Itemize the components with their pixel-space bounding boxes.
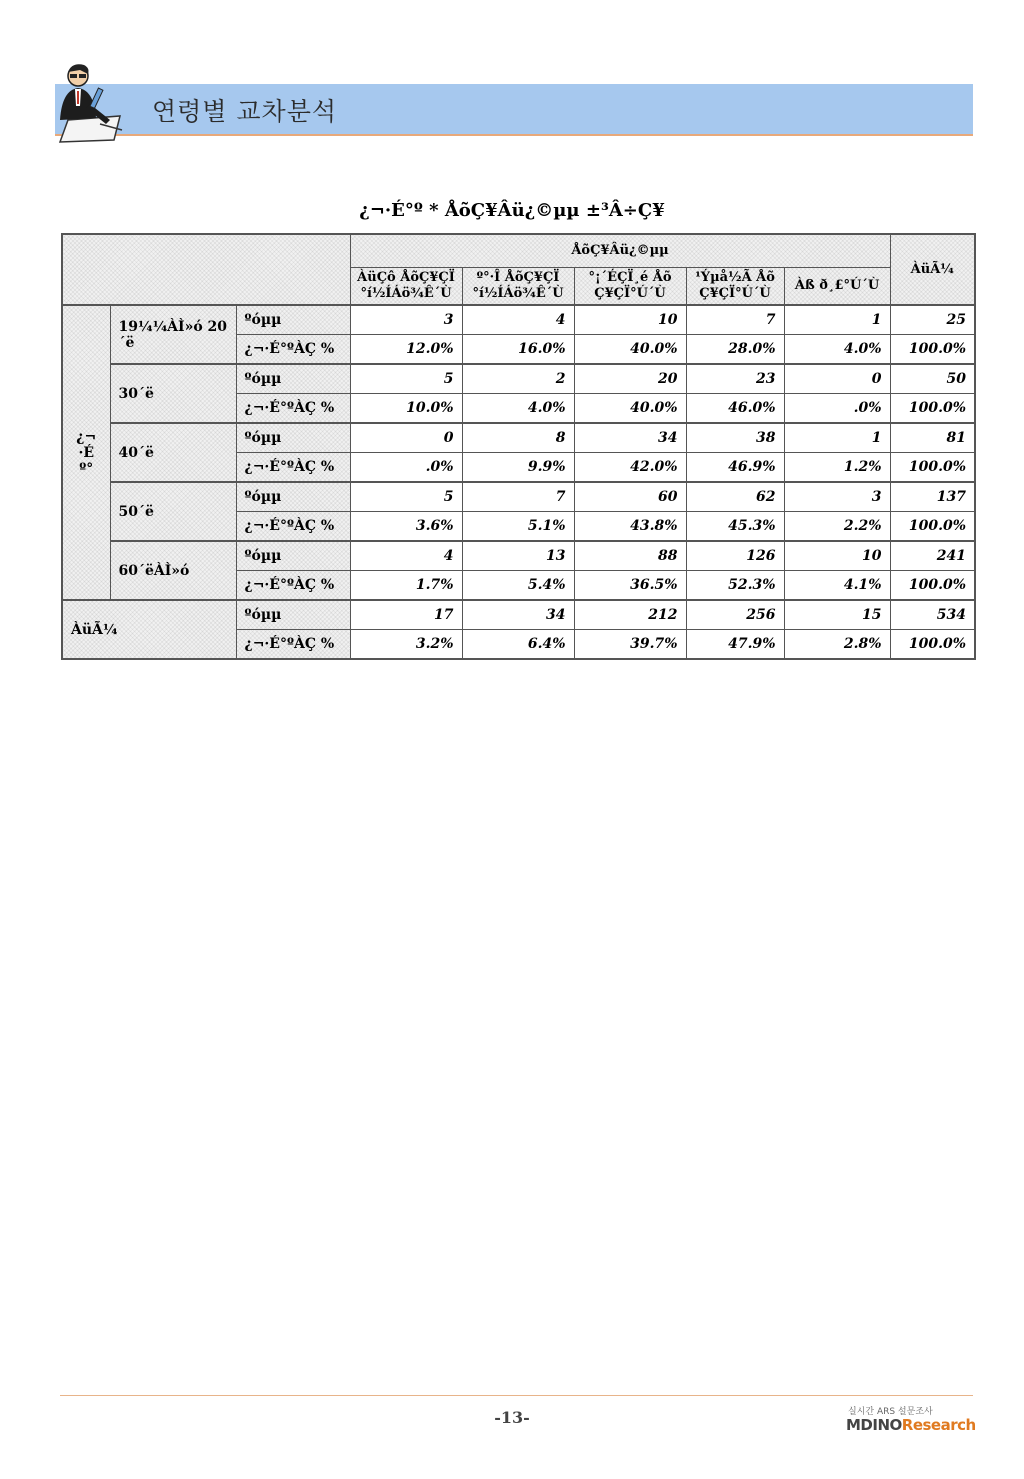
brand-tagline: 실시간 ARS 설문조사 — [848, 1407, 933, 1417]
brand-logo — [846, 1416, 976, 1434]
table-row — [62, 482, 975, 512]
cell-value: 39.7% — [574, 630, 686, 660]
table-row — [62, 541, 975, 571]
cell-value: 10 — [784, 541, 890, 571]
cell-value: 100.0% — [890, 453, 975, 483]
cell-value: 46.9% — [686, 453, 784, 483]
cell-value: 4.0% — [462, 394, 574, 424]
cell-value: 5.4% — [462, 571, 574, 601]
cell-value: 62 — [686, 482, 784, 512]
header-corner — [62, 234, 350, 305]
cell-value: 20 — [574, 364, 686, 394]
stat-label: ºóµµ — [236, 541, 350, 571]
cell-value: 16.0% — [462, 335, 574, 365]
cell-value: 40.0% — [574, 394, 686, 424]
cell-value: 241 — [890, 541, 975, 571]
cell-value: 88 — [574, 541, 686, 571]
cell-value: 100.0% — [890, 335, 975, 365]
cell-value: 5 — [350, 364, 462, 394]
stat-label: ºóµµ — [236, 600, 350, 630]
cell-value: 2.8% — [784, 630, 890, 660]
crosstab-table — [61, 233, 976, 660]
cell-value: 3.2% — [350, 630, 462, 660]
cell-value: 12.0% — [350, 335, 462, 365]
cell-value: 81 — [890, 423, 975, 453]
row-group-label: 40´ë — [110, 423, 236, 482]
cell-value: 23 — [686, 364, 784, 394]
row-group-label: 50´ë — [110, 482, 236, 541]
cell-value: 13 — [462, 541, 574, 571]
cell-value: 7 — [686, 305, 784, 335]
cell-value: 100.0% — [890, 571, 975, 601]
cell-value: 15 — [784, 600, 890, 630]
stat-label: ºóµµ — [236, 482, 350, 512]
cell-value: 212 — [574, 600, 686, 630]
cell-value: 7 — [462, 482, 574, 512]
table-row — [62, 423, 975, 453]
cell-value: .0% — [784, 394, 890, 424]
cell-value: 3 — [350, 305, 462, 335]
cell-value: 100.0% — [890, 394, 975, 424]
stat-label: ºóµµ — [236, 364, 350, 394]
cell-value: 42.0% — [574, 453, 686, 483]
cell-value: 4 — [462, 305, 574, 335]
cell-value: 34 — [574, 423, 686, 453]
cell-value: 4.1% — [784, 571, 890, 601]
cell-value: 4.0% — [784, 335, 890, 365]
column-header: ¹Ýµå½Ã Åõ Ç¥ÇÏ°Ú´Ù — [686, 268, 784, 306]
cell-value: 0 — [350, 423, 462, 453]
cell-value: 25 — [890, 305, 975, 335]
cell-value: 100.0% — [890, 630, 975, 660]
page-number: -13- — [494, 1408, 530, 1427]
cell-value: 126 — [686, 541, 784, 571]
row-variable-label: ¿¬ ·É º° — [62, 305, 110, 600]
header-row-1 — [62, 234, 975, 268]
cell-value: 3.6% — [350, 512, 462, 542]
cell-value: .0% — [350, 453, 462, 483]
cell-value: 5 — [350, 482, 462, 512]
cell-value: 10.0% — [350, 394, 462, 424]
cell-value: 1 — [784, 423, 890, 453]
cell-value: 46.0% — [686, 394, 784, 424]
cell-value: 4 — [350, 541, 462, 571]
cell-value: 38 — [686, 423, 784, 453]
cell-value: 2 — [462, 364, 574, 394]
table-title: ¿¬·É°º * ÅõÇ¥Âü¿©µµ ±³Â÷Ç¥ — [359, 200, 665, 221]
cell-value: 1 — [784, 305, 890, 335]
stat-label: ¿¬·É°ºÀÇ % — [236, 453, 350, 483]
cell-value: 60 — [574, 482, 686, 512]
cell-value: 100.0% — [890, 512, 975, 542]
table-row — [62, 364, 975, 394]
brand-name-accent: Research — [901, 1416, 976, 1434]
cell-value: 2.2% — [784, 512, 890, 542]
cell-value: 40.0% — [574, 335, 686, 365]
cell-value: 3 — [784, 482, 890, 512]
cell-value: 5.1% — [462, 512, 574, 542]
cell-value: 45.3% — [686, 512, 784, 542]
cell-value: 8 — [462, 423, 574, 453]
cell-value: 17 — [350, 600, 462, 630]
stat-label: ¿¬·É°ºÀÇ % — [236, 630, 350, 660]
cell-value: 10 — [574, 305, 686, 335]
cell-value: 9.9% — [462, 453, 574, 483]
column-group-header: ÅõÇ¥Âü¿©µµ — [350, 234, 890, 268]
total-row-label: ÀüÃ¼ — [62, 600, 236, 659]
cell-value: 137 — [890, 482, 975, 512]
cell-value: 34 — [462, 600, 574, 630]
cell-value: 50 — [890, 364, 975, 394]
row-group-label: 60´ëÀÌ»ó — [110, 541, 236, 600]
businessman-writing-icon — [50, 60, 130, 144]
cell-value: 534 — [890, 600, 975, 630]
stat-label: ¿¬·É°ºÀÇ % — [236, 571, 350, 601]
page-title: 연령별 교차분석 — [152, 97, 337, 126]
stat-label: ¿¬·É°ºÀÇ % — [236, 394, 350, 424]
cell-value: 6.4% — [462, 630, 574, 660]
column-header: °¡´ÉÇÏ¸é Åõ Ç¥ÇÏ°Ú´Ù — [574, 268, 686, 306]
cell-value: 256 — [686, 600, 784, 630]
cell-value: 47.9% — [686, 630, 784, 660]
cell-value: 1.7% — [350, 571, 462, 601]
stat-label: ºóµµ — [236, 305, 350, 335]
stat-label: ¿¬·É°ºÀÇ % — [236, 335, 350, 365]
column-header: ÀüÇô ÅõÇ¥ÇÏ °í½ÍÁö¾Ê´Ù — [350, 268, 462, 306]
total-column-header: ÀüÃ¼ — [890, 234, 975, 305]
cell-value: 36.5% — [574, 571, 686, 601]
cell-value: 52.3% — [686, 571, 784, 601]
cell-value: 43.8% — [574, 512, 686, 542]
brand-name-part: MDINO — [846, 1416, 902, 1434]
footer-divider — [60, 1395, 973, 1396]
row-group-label: 30´ë — [110, 364, 236, 423]
row-group-label: 19¼¼ÀÌ»ó 20´ë — [110, 305, 236, 364]
stat-label: ºóµµ — [236, 423, 350, 453]
column-header: Àß ð¸£°Ú´Ù — [784, 268, 890, 306]
column-header: º°·Î ÅõÇ¥ÇÏ °í½ÍÁö¾Ê´Ù — [462, 268, 574, 306]
table-row — [62, 305, 975, 335]
cell-value: 1.2% — [784, 453, 890, 483]
cell-value: 28.0% — [686, 335, 784, 365]
table-row — [62, 600, 975, 630]
stat-label: ¿¬·É°ºÀÇ % — [236, 512, 350, 542]
cell-value: 0 — [784, 364, 890, 394]
